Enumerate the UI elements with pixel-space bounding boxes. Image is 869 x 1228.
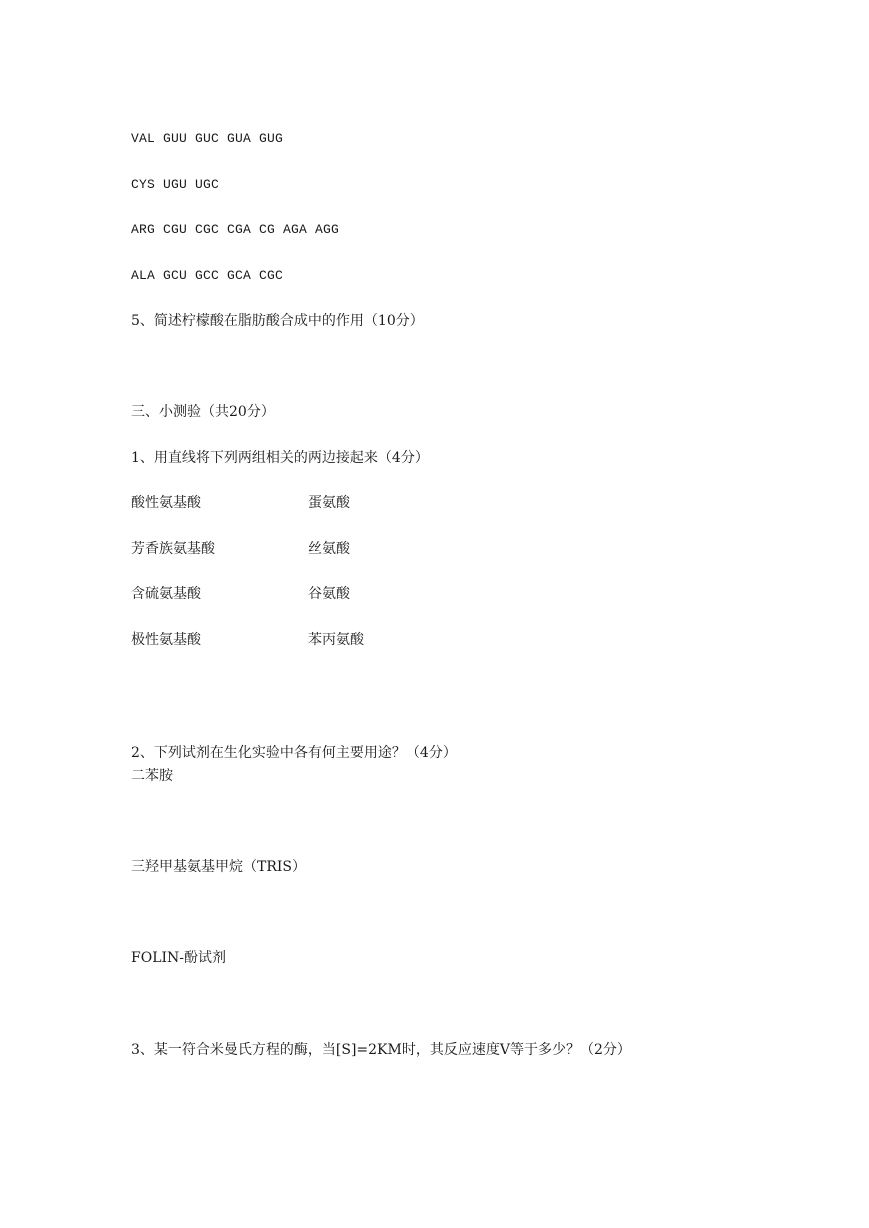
match-left-item: 极性氨基酸 xyxy=(131,632,201,648)
section-3-title: 三、小测验（共20分） xyxy=(131,404,275,420)
question-5: 5、简述柠檬酸在脂肪酸合成中的作用（10分） xyxy=(131,313,424,329)
match-right-item: 苯丙氨酸 xyxy=(308,632,364,648)
question-3-prompt: 3、某一符合米曼氏方程的酶，当[S]=2KM时，其反应速度V等于多少？（2分） xyxy=(131,1042,631,1058)
match-left-item: 酸性氨基酸 xyxy=(131,495,201,511)
match-right-item: 蛋氨酸 xyxy=(308,495,350,511)
codon-line-cys: CYS UGU UGC xyxy=(131,177,220,192)
question-1-prompt: 1、用直线将下列两组相关的两边接起来（4分） xyxy=(131,450,429,466)
match-right-item: 谷氨酸 xyxy=(308,586,350,602)
reagent-item: 三羟甲基氨基甲烷（TRIS） xyxy=(131,859,306,875)
reagent-item: 二苯胺 xyxy=(131,768,173,784)
codon-line-arg: ARG CGU CGC CGA CG AGA AGG xyxy=(131,222,340,237)
match-left-item: 芳香族氨基酸 xyxy=(131,541,215,557)
match-left-item: 含硫氨基酸 xyxy=(131,586,201,602)
codon-line-ala: ALA GCU GCC GCA CGC xyxy=(131,268,284,283)
codon-line-val: VAL GUU GUC GUA GUG xyxy=(131,131,284,146)
match-right-item: 丝氨酸 xyxy=(308,541,350,557)
question-2-prompt: 2、下列试剂在生化实验中各有何主要用途？（4分） xyxy=(131,745,457,761)
reagent-item: FOLIN-酚试剂 xyxy=(131,950,226,966)
